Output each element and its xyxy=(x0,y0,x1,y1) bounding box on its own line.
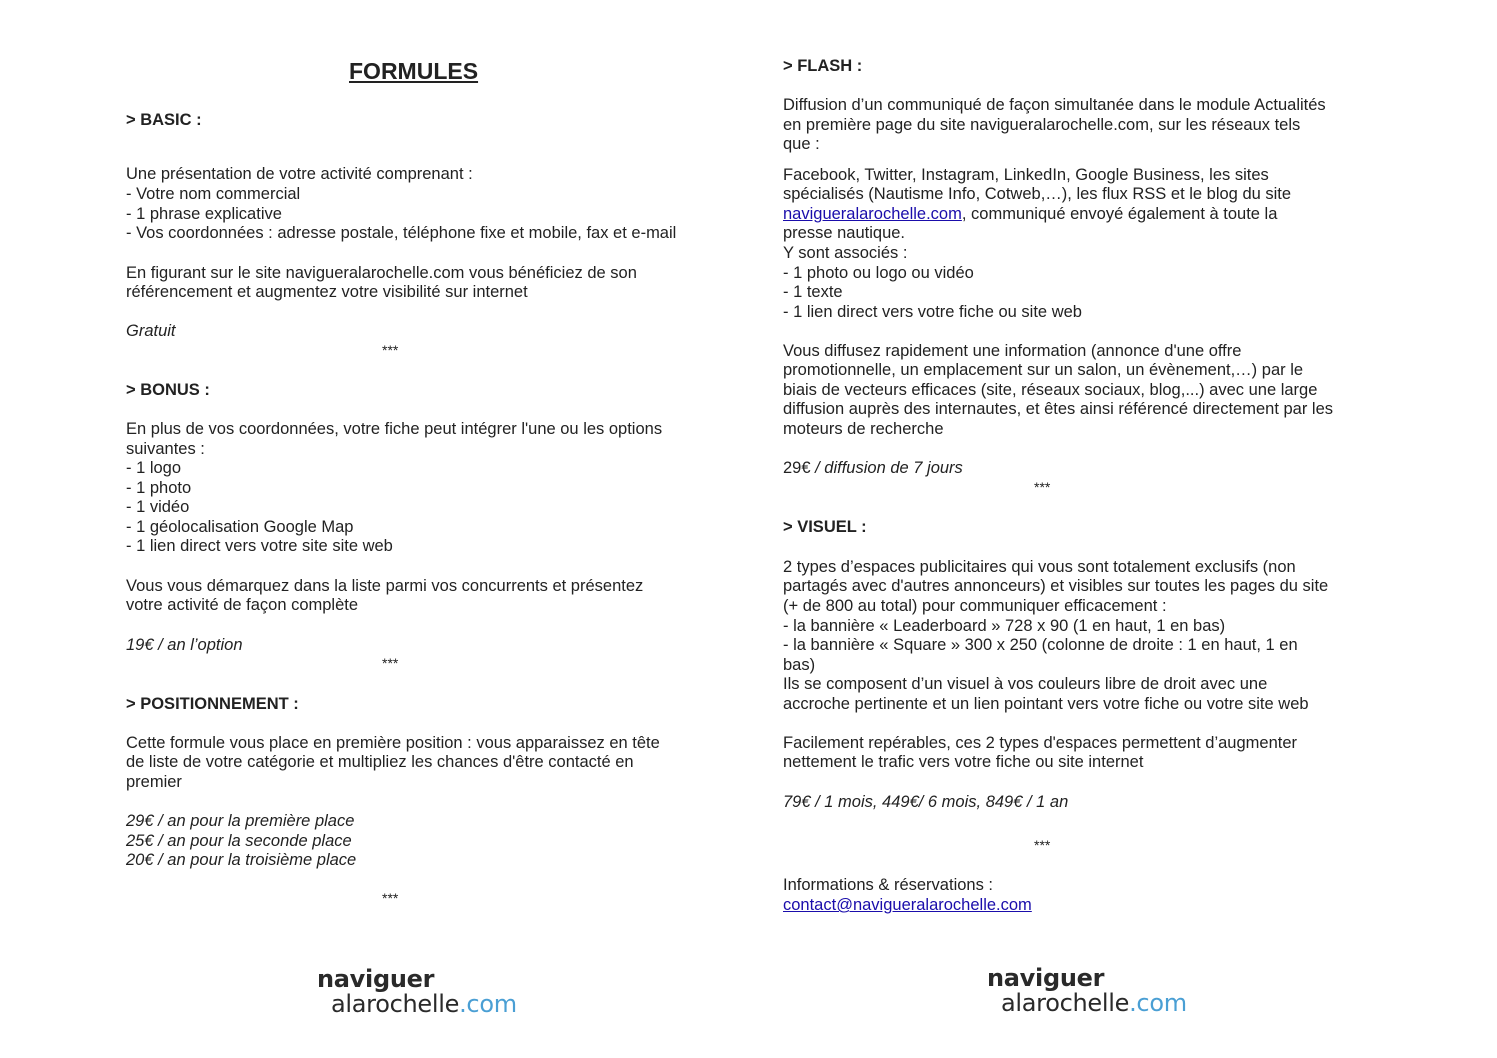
basic-price: Gratuit xyxy=(126,322,176,340)
logo-line-1: naviguer xyxy=(317,965,435,993)
logo-line-2 xyxy=(1001,989,1187,1017)
flash-heading: > FLASH : xyxy=(783,57,863,75)
separator-stars: *** xyxy=(382,342,399,358)
visuel-heading: > VISUEL : xyxy=(783,518,867,536)
flash-after-link: , communiqué envoyé également à toute la xyxy=(961,205,1278,223)
list-item: - Votre nom commercial xyxy=(126,185,301,203)
list-item: - 1 logo xyxy=(126,459,182,477)
flash-link-line xyxy=(783,205,1277,225)
contact-label: Informations & réservations : xyxy=(783,876,994,894)
list-item: - 1 vidéo xyxy=(126,498,190,516)
visuel-desc-line: Ils se composent d’un visuel à vos couleurs libre de droit avec une xyxy=(783,675,1268,693)
list-item: - 1 géolocalisation Google Map xyxy=(126,518,354,536)
list-item: - Vos coordonnées : adresse postale, téléphone fixe et mobile, fax et e-mail xyxy=(126,224,677,242)
positionnement-price: 20€ / an pour la troisième place xyxy=(126,851,357,869)
visuel-desc2-line: nettement le trafic vers votre fiche ou site internet xyxy=(783,753,1144,771)
separator-stars: *** xyxy=(382,890,399,906)
visuel-desc-line: accroche pertinente et un lien pointant vers votre fiche ou votre site web xyxy=(783,695,1309,713)
site-logo xyxy=(987,964,1207,1025)
site-link[interactable]: navigueralarochelle.com xyxy=(783,205,962,223)
separator-stars: *** xyxy=(1034,837,1051,853)
positionnement-price: 29€ / an pour la première place xyxy=(126,812,355,830)
list-item: - 1 phrase explicative xyxy=(126,205,282,223)
page-title: FORMULES xyxy=(349,58,479,84)
flash-price-text: / diffusion de 7 jours xyxy=(810,459,963,477)
flash-price-amount: 29€ xyxy=(783,459,811,477)
bonus-intro-line: En plus de vos coordonnées, votre fiche peut intégrer l'une ou les options xyxy=(126,420,663,438)
flash-intro-line: Diffusion d’un communiqué de façon simultanée dans le module Actualités xyxy=(783,96,1326,114)
list-item: - 1 lien direct vers votre site site web xyxy=(126,537,393,555)
flash-desc-line: diffusion auprès des internautes, et êtes ainsi référencé directement par les xyxy=(783,400,1334,418)
list-item: - 1 photo ou logo ou vidéo xyxy=(783,264,974,282)
site-logo xyxy=(317,965,537,1026)
flash-networks-line: spécialisés (Nautisme Info, Cotweb,…), les flux RSS et le blog du site xyxy=(783,185,1292,203)
logo-domain: .com xyxy=(1129,989,1187,1017)
visuel-desc2-line: Facilement repérables, ces 2 types d'espaces permettent d’augmenter xyxy=(783,734,1298,752)
visuel-price: 79€ / 1 mois, 449€/ 6 mois, 849€ / 1 an xyxy=(783,793,1069,811)
visuel-desc-line: - la bannière « Leaderboard » 728 x 90 (1 en haut, 1 en bas) xyxy=(783,617,1226,635)
bonus-desc-line: Vous vous démarquez dans la liste parmi vos concurrents et présentez xyxy=(126,577,644,595)
visuel-desc-line: 2 types d’espaces publicitaires qui vous sont totalement exclusifs (non xyxy=(783,558,1296,576)
list-item: - 1 texte xyxy=(783,283,843,301)
basic-desc-line: En figurant sur le site navigueralarochelle.com vous bénéficiez de son xyxy=(126,264,637,282)
logo-name: alarochelle xyxy=(1001,989,1130,1017)
flash-press-line: presse nautique. xyxy=(783,224,906,242)
flash-price xyxy=(783,459,963,479)
positionnement-desc-line: de liste de votre catégorie et multipliez les chances d'être contacté en xyxy=(126,753,634,771)
flash-assoc: Y sont associés : xyxy=(783,244,908,262)
bonus-intro-line: suivantes : xyxy=(126,440,205,458)
flash-intro-line: en première page du site navigueralarochelle.com, sur les réseaux tels xyxy=(783,116,1301,134)
logo-name: alarochelle xyxy=(331,990,460,1018)
contact-email-line xyxy=(783,896,1032,916)
visuel-desc-line: bas) xyxy=(783,656,816,674)
flash-desc-line: Vous diffusez rapidement une information (annonce d'une offre xyxy=(783,342,1242,360)
visuel-desc-line: partagés avec d'autres annonceurs) et visibles sur toutes les pages du site xyxy=(783,577,1329,595)
bonus-desc-line: votre activité de façon complète xyxy=(126,596,359,614)
flash-networks-line: Facebook, Twitter, Instagram, LinkedIn, Google Business, les sites xyxy=(783,166,1269,184)
flash-desc-line: promotionnelle, un emplacement sur un salon, un évènement,…) par le xyxy=(783,361,1304,379)
separator-stars: *** xyxy=(1034,479,1051,495)
basic-intro: Une présentation de votre activité comprenant : xyxy=(126,165,473,183)
positionnement-desc-line: Cette formule vous place en première position : vous apparaissez en tête xyxy=(126,734,660,752)
positionnement-desc-line: premier xyxy=(126,773,182,791)
contact-email-link[interactable]: contact@navigueralarochelle.com xyxy=(783,896,1032,914)
bonus-heading: > BONUS : xyxy=(126,381,210,399)
bonus-price: 19€ / an l’option xyxy=(126,636,243,654)
logo-line-2 xyxy=(331,990,517,1018)
positionnement-price: 25€ / an pour la seconde place xyxy=(126,832,352,850)
flash-intro-line: que : xyxy=(783,135,820,153)
flash-desc-line: biais de vecteurs efficaces (site, réseaux sociaux, blog,...) avec une large xyxy=(783,381,1318,399)
logo-domain: .com xyxy=(459,990,517,1018)
logo-line-1: naviguer xyxy=(987,964,1105,992)
positionnement-heading: > POSITIONNEMENT : xyxy=(126,695,299,713)
basic-desc-line: référencement et augmentez votre visibilité sur internet xyxy=(126,283,528,301)
list-item: - 1 photo xyxy=(126,479,192,497)
list-item: - 1 lien direct vers votre fiche ou site web xyxy=(783,303,1082,321)
flash-desc-line: moteurs de recherche xyxy=(783,420,944,438)
separator-stars: *** xyxy=(382,655,399,671)
basic-heading: > BASIC : xyxy=(126,111,202,129)
visuel-desc-line: - la bannière « Square » 300 x 250 (colonne de droite : 1 en haut, 1 en xyxy=(783,636,1298,654)
visuel-desc-line: (+ de 800 au total) pour communiquer efficacement : xyxy=(783,597,1167,615)
